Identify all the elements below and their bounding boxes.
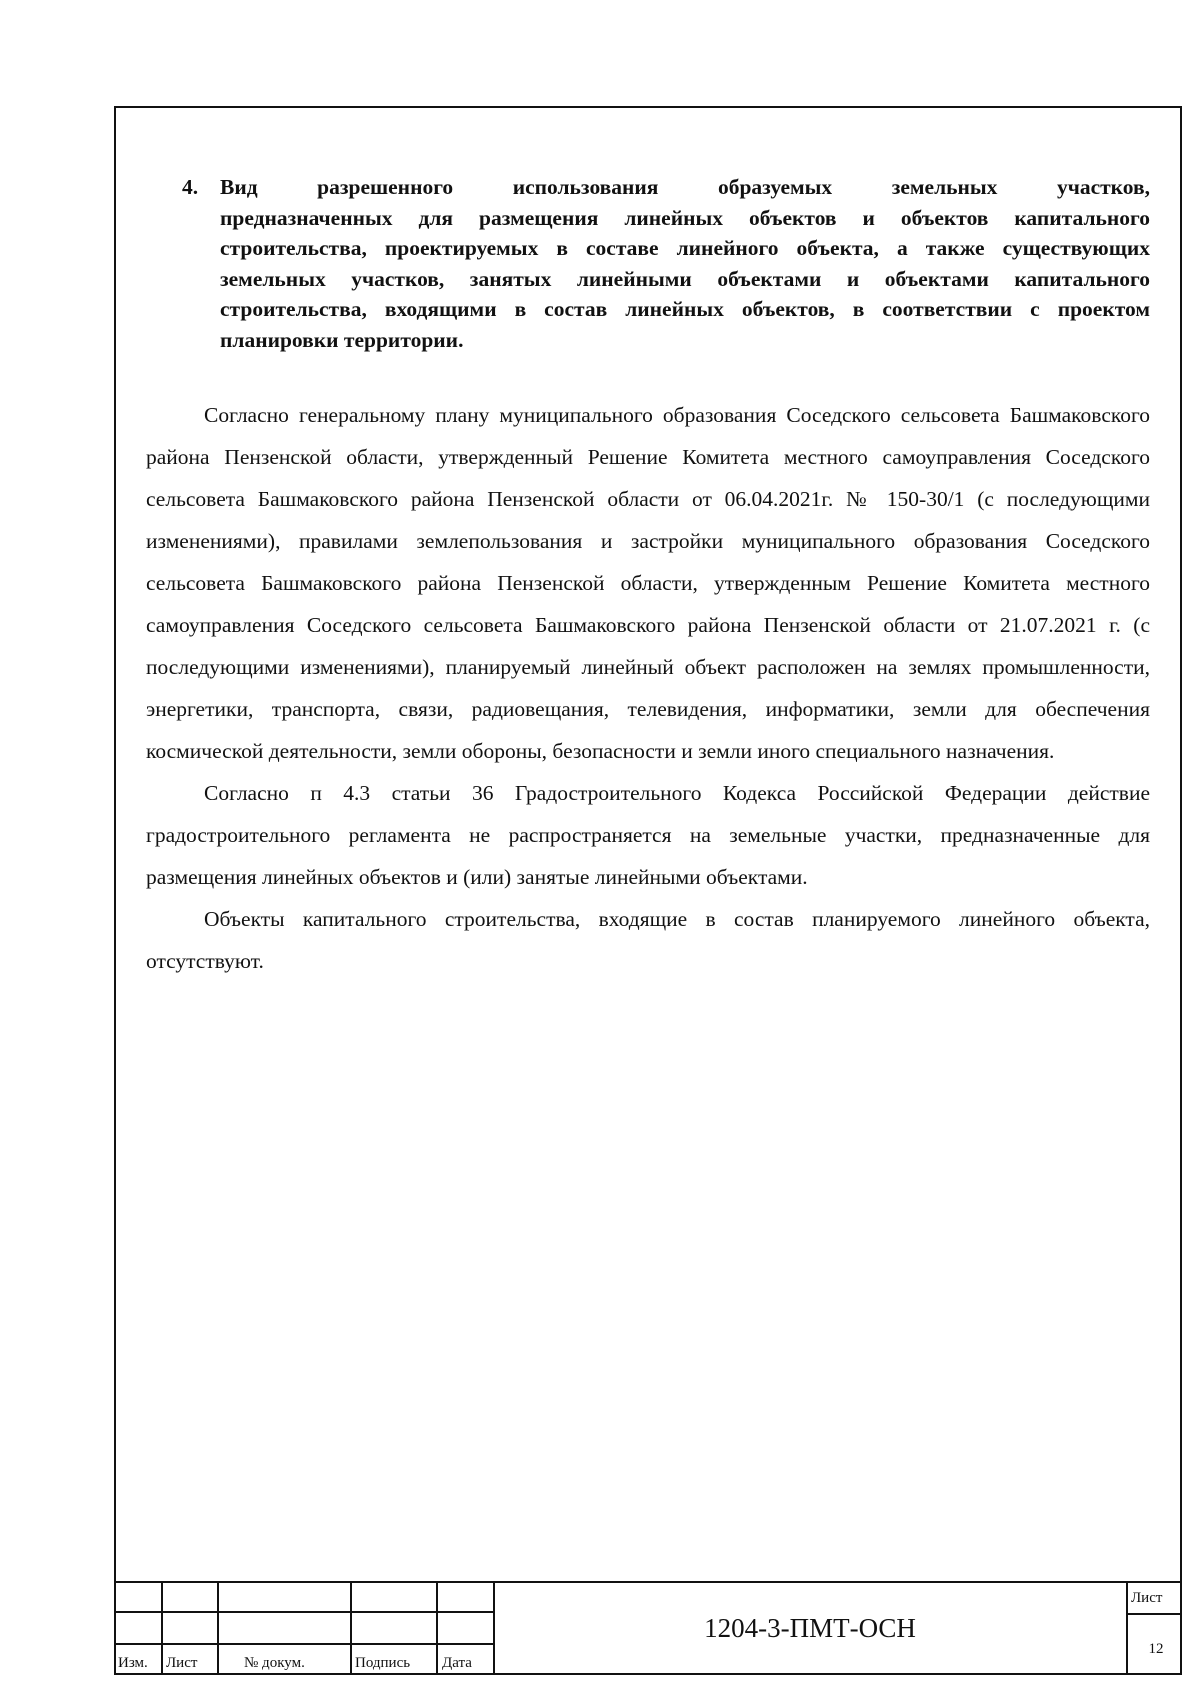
- paragraph: Согласно генеральному плану муниципального образования Соседского сельсовета Башмаковского района Пензенской области, утвержденный Решение Комитета местного самоуправления Соседского сельсовета Башмаковского района Пензенской области от 06.04.2021г. № 150-30/1 (с последующими изменениями), правилами землепользования и застройки муниципального образования Соседского сельсовета Башмаковского района Пензенской области, утвержденным Решение Комитета местного самоуправления Соседского сельсовета Башмаковского района Пензенской области от 21.07.2021 г. (с последующими изменениями), планируемый линейный объект расположен на землях промышленности, энергетики, транспорта, связи, радиовещания, телевидения, информатики, земли для обеспечения космической деятельности, земли обороны, безопасности и земли иного специального назначения.: [146, 403, 1150, 763]
- column-label-signature: Подпись: [355, 1655, 411, 1671]
- section-heading-first-line: Вид разрешенного использования образуемых земельных участков,: [220, 175, 1150, 199]
- paragraph: Согласно п 4.3 статьи 36 Градостроительного Кодекса Российской Федерации действие градостроительного регламента не распространяется на земельные участки, предназначенные для размещения линейных объектов и (или) занятые линейными объектами.: [146, 781, 1150, 889]
- title-block-divider: [161, 1583, 163, 1675]
- document-code: 1204-3-ПМТ-ОСН: [704, 1613, 916, 1643]
- column-label-doc-number: № докум.: [244, 1655, 305, 1671]
- title-block-divider: [217, 1583, 219, 1675]
- column-label-sheet: Лист: [166, 1655, 198, 1671]
- sheet-number: 12: [1148, 1641, 1164, 1657]
- title-block-row-line: [114, 1611, 494, 1613]
- body-text: [146, 394, 1150, 982]
- title-block-divider: [1126, 1583, 1128, 1675]
- title-block-divider: [493, 1583, 495, 1675]
- section-heading: [182, 172, 1150, 355]
- section-heading-rest: предназначенных для размещения линейных объектов и объектов капитального строительства, проектируемых в составе линейного объекта, а также существующих земельных участков, занятых линейными объектами и объектами капитального строительства, входящими в состав линейных объектов, в соответствии с проектом планировки территории.: [220, 205, 1150, 352]
- column-label-date: Дата: [442, 1655, 472, 1671]
- column-label-change: Изм.: [118, 1655, 148, 1671]
- title-block-divider: [436, 1583, 438, 1675]
- paragraph: Объекты капитального строительства, входящие в состав планируемого линейного объекта, отсутствуют.: [146, 907, 1150, 973]
- title-block-row-line: [114, 1643, 494, 1645]
- title-block-divider: [350, 1583, 352, 1675]
- title-block-row-line: [1126, 1613, 1180, 1615]
- section-number: 4.: [182, 175, 199, 199]
- sheet-label: Лист: [1131, 1590, 1163, 1606]
